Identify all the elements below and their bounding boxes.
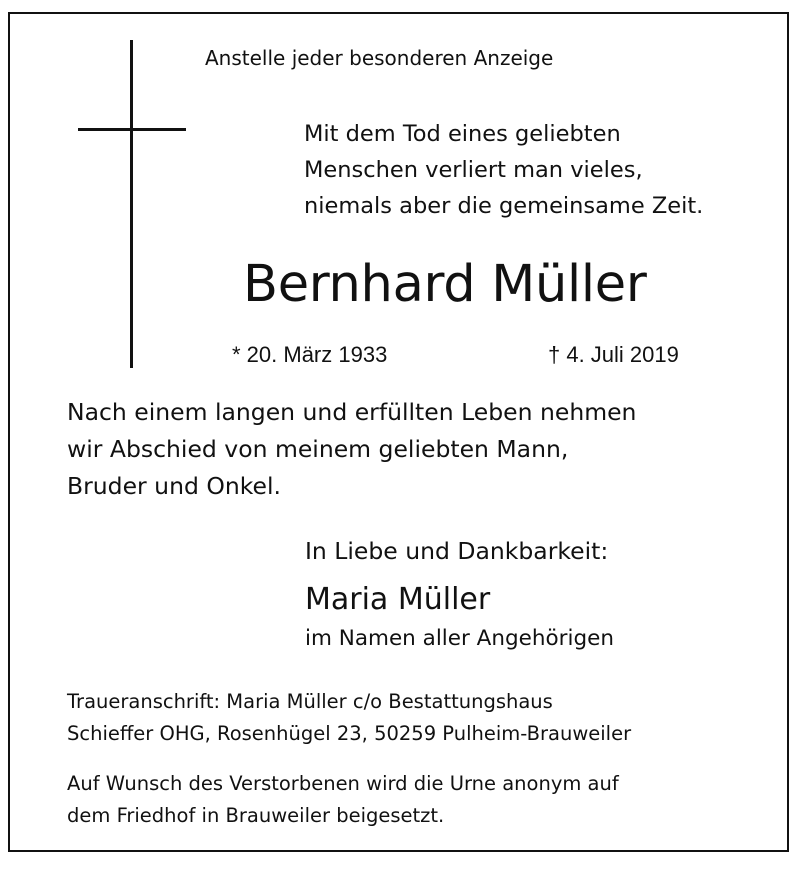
note-line: Auf Wunsch des Verstorbenen wird die Urne anonym auf bbox=[67, 772, 619, 795]
closing-phrase: In Liebe und Dankbarkeit: bbox=[305, 537, 609, 565]
signer-subtitle: im Namen aller Angehörigen bbox=[305, 626, 614, 651]
note-line: dem Friedhof in Brauweiler beigesetzt. bbox=[67, 804, 445, 827]
quote-line: Mit dem Tod eines geliebten bbox=[304, 121, 621, 147]
signer-name: Maria Müller bbox=[305, 582, 491, 617]
farewell-message bbox=[67, 394, 636, 505]
memorial-quote bbox=[304, 116, 703, 224]
address-line: Traueranschrift: Maria Müller c/o Bestattungshaus bbox=[67, 690, 553, 713]
message-line: Bruder und Onkel. bbox=[67, 472, 281, 500]
notice-header: Anstelle jeder besonderen Anzeige bbox=[205, 46, 554, 70]
death-date: † 4. Juli 2019 bbox=[548, 342, 679, 367]
cross-vertical-bar bbox=[130, 40, 133, 368]
birth-date: * 20. März 1933 bbox=[232, 342, 388, 367]
quote-line: niemals aber die gemeinsame Zeit. bbox=[304, 193, 704, 219]
message-line: wir Abschied von meinem geliebten Mann, bbox=[67, 435, 569, 463]
message-line: Nach einem langen und erfüllten Leben nehmen bbox=[67, 398, 637, 426]
mourning-address bbox=[67, 686, 631, 750]
burial-note bbox=[67, 768, 619, 832]
quote-line: Menschen verliert man vieles, bbox=[304, 157, 643, 183]
cross-horizontal-bar bbox=[78, 128, 186, 131]
deceased-name: Bernhard Müller bbox=[243, 255, 647, 314]
address-line: Schieffer OHG, Rosenhügel 23, 50259 Pulheim-Brauweiler bbox=[67, 722, 632, 745]
